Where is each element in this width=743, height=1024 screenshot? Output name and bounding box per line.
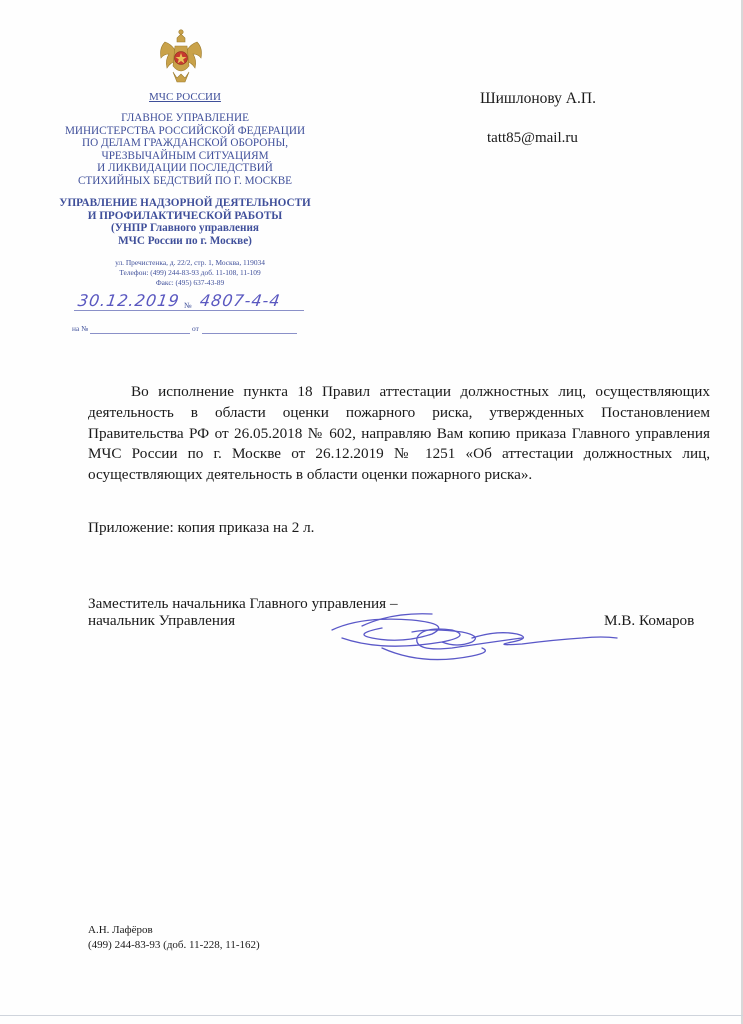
main-directorate-line: ГЛАВНОЕ УПРАВЛЕНИЕ xyxy=(121,112,249,124)
phone-line: Телефон: (499) 244-83-93 доб. 11-108, 11-109 xyxy=(119,268,261,277)
reference-date-label: от xyxy=(192,324,199,333)
department-line: И ПРОФИЛАКТИЧЕСКОЙ РАБОТЫ xyxy=(87,209,283,222)
executor-name: А.Н. Лафёров xyxy=(88,924,153,936)
department-line: УПРАВЛЕНИЕ НАДЗОРНОЙ ДЕЯТЕЛЬНОСТИ xyxy=(59,197,311,209)
signatory-name: М.В. Комаров xyxy=(604,612,695,629)
reference-number-label: на № xyxy=(72,324,89,333)
recipient-name: Шишлонову А.П. xyxy=(480,90,596,107)
reference-number-rule xyxy=(90,333,190,334)
letter-body: Во исполнение пункта 18 Правил аттестации должностных лиц, осуществляющих деятельность в области оценки пожарного риска, утвержденных Постановлением Правительства РФ от 26.05.2018 № 602, направляю Вам копию приказа Главного управления МЧС России по г. Москве от 26.12.2019 № 1251 «Об аттестации должностных лиц, осуществляющих деятельность в области оценки пожарного риска». xyxy=(88,383,710,484)
appendix-note: Приложение: копия приказа на 2 л. xyxy=(88,519,315,536)
recipient-email: tatt85@mail.ru xyxy=(487,130,578,146)
department-name xyxy=(40,197,330,247)
main-directorate-line: ПО ДЕЛАМ ГРАЖДАНСКОЙ ОБОРОНЫ, xyxy=(81,137,288,150)
contact-address xyxy=(75,258,305,288)
handwritten-signature xyxy=(322,608,622,670)
page-bottom-edge xyxy=(0,1015,743,1016)
registration-number-label: № xyxy=(184,301,192,310)
reference-line xyxy=(72,324,297,336)
registration-line xyxy=(74,291,304,315)
reference-date-rule xyxy=(202,333,297,334)
signatory-title-line2: начальник Управления xyxy=(88,612,236,629)
main-directorate-line: И ЛИКВИДАЦИИ ПОСЛЕДСТВИЙ xyxy=(97,162,273,175)
registration-date: 30.12.2019 xyxy=(76,291,181,310)
emchs-emblem-icon xyxy=(155,28,207,86)
signatory-title: Заместитель начальника Главного управления – xyxy=(88,595,398,612)
registration-rule xyxy=(74,310,304,311)
address-line: ул. Пречистенка, д. 22/2, стр. 1, Москва, 119034 xyxy=(115,258,265,267)
registration-number: 4807-4-4 xyxy=(198,291,282,310)
fax-line: Факс: (495) 637-43-89 xyxy=(155,278,225,287)
executor-phone: (499) 244-83-93 (доб. 11-228, 11-162) xyxy=(88,939,260,951)
main-directorate-line: СТИХИЙНЫХ БЕДСТВИЙ ПО Г. МОСКВЕ xyxy=(77,174,293,187)
main-directorate-line: МИНИСТЕРСТВА РОССИЙСКОЙ ФЕДЕРАЦИИ xyxy=(64,124,306,137)
ministry-short-name: МЧС РОССИИ xyxy=(149,91,221,103)
department-line: (УНПР Главного управления xyxy=(111,222,259,235)
main-directorate-line: ЧРЕЗВЫЧАЙНЫМ СИТУАЦИЯМ xyxy=(101,149,269,162)
department-line: МЧС России по г. Москве) xyxy=(118,234,252,247)
main-directorate-name xyxy=(40,112,330,188)
